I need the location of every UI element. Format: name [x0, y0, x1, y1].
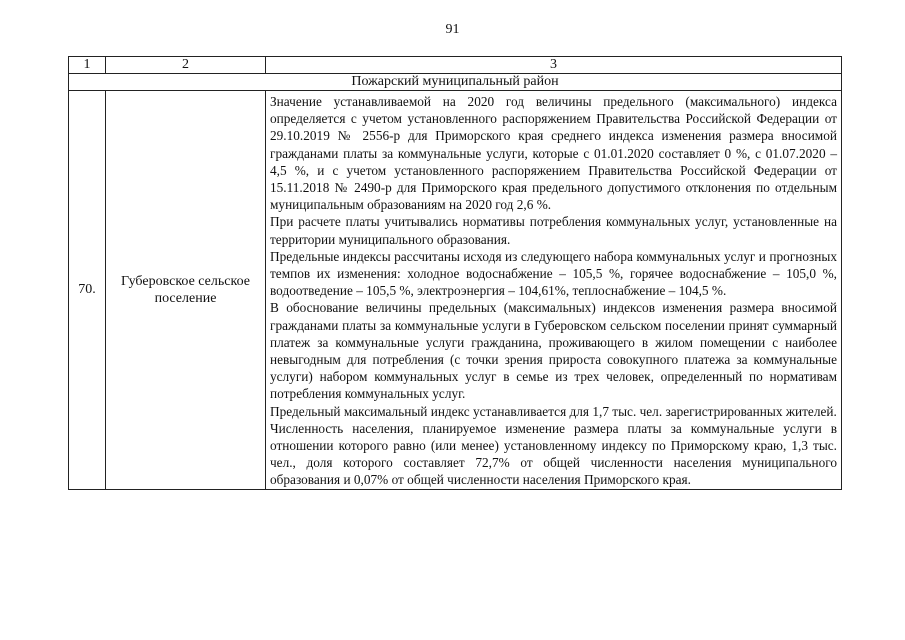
row-number: 70.: [69, 91, 106, 490]
column-number-3: 3: [266, 57, 842, 74]
document-table: [68, 56, 842, 490]
paragraph-population-share: Численность населения, планируемое изменение размера платы за коммунальные услуги в отношении которого равно (или менее) установленному индексу по Приморскому краю, 1,3 тыс. чел., доля которого составляет 72,7% от общей численности населения муниципального образования и 0,07% от общей численности населения Приморского края.: [270, 420, 837, 488]
column-number-2: 2: [106, 57, 266, 74]
section-row: [69, 74, 842, 91]
paragraph-consumption-norms: При расчете платы учитывались нормативы потребления коммунальных услуг, установленные на территории муниципального образования.: [270, 214, 837, 247]
paragraph-registered-residents: Предельный максимальный индекс устанавливается для 1,7 тыс. чел. зарегистрированных жителей.: [270, 403, 837, 419]
page-number: 91: [445, 22, 460, 37]
municipality-name: Губеровское сельское поселение: [106, 91, 266, 490]
table-row: [69, 91, 842, 490]
paragraph-service-rates: Предельные индексы рассчитаны исходя из следующего набора коммунальных услуг и прогнозных темпов их изменения: холодное водоснабжение – 105,5 %, горячее водоснабжение – 105,0 %, водоотведение – 105,5 %, электроэнергия – 104,61%, теплоснабжение – 104,5 %.: [270, 248, 837, 299]
column-number-1: 1: [69, 57, 106, 74]
table-header-row: [69, 57, 842, 74]
section-title: Пожарский муниципальный район: [69, 74, 842, 91]
description-cell: [266, 91, 842, 490]
paragraph-justification: В обоснование величины предельных (максимальных) индексов изменения размера вносимой гражданами платы за коммунальные услуги в Губеровском сельском поселении принят суммарный платеж за коммунальные услуги гражданина, проживающего в жилом помещении с наиболее невыгодным для потребления (с точки зрения прироста совокупного платежа за коммунальные услуги) набором коммунальных услуг в семье из трех человек, определенный по нормативам потребления коммунальных услуг.: [270, 300, 837, 402]
paragraph-index-basis: Значение устанавливаемой на 2020 год величины предельного (максимального) индекса определяется с учетом установленного распоряжением Правительства Российской Федерации от 29.10.2019 № 2556-р для Приморского края среднего индекса изменения размера вносимой гражданами платы за коммунальные услуги, которые с 01.01.2020 составляет 0 %, с 01.07.2020 – 4,5 %, и с учетом установленного распоряжением Правительства Российской Федерации от 15.11.2018 № 2490-р для Приморского края предельного допустимого отклонения по отдельным муниципальным образованиям на 2020 год 2,6 %.: [270, 94, 837, 213]
